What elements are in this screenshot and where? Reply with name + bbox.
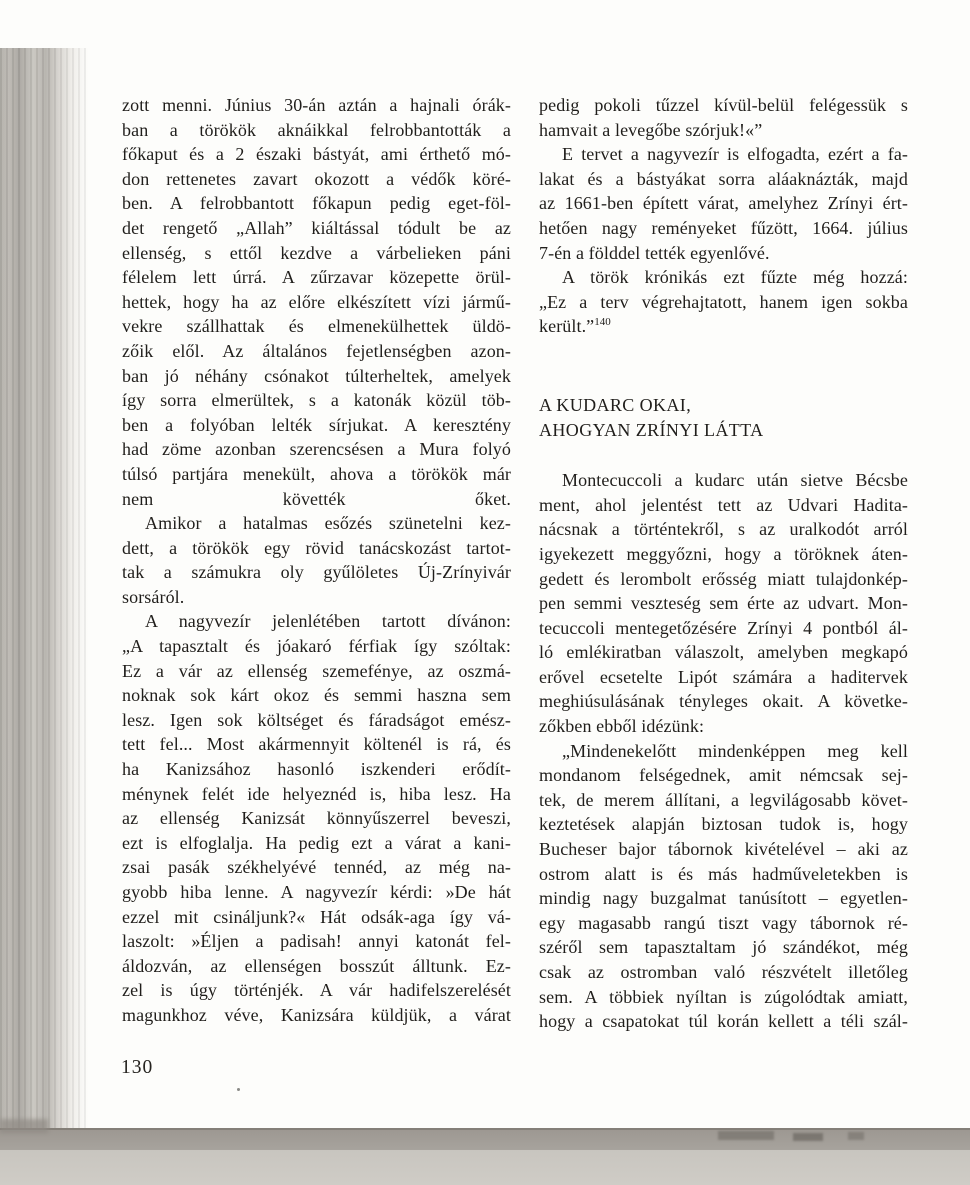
text-line: meghiúsulásának tényleges okait. A követke- xyxy=(539,691,908,712)
text-line: E tervet a nagyvezír is elfogadta, ezért a fa- xyxy=(562,144,908,165)
paragraph xyxy=(539,468,908,739)
paragraph xyxy=(539,142,908,265)
text-line: A török krónikás ezt fűzte még hozzá: xyxy=(562,267,908,288)
text-line: zel is úgy történjék. A vár hadifelszerelését xyxy=(122,980,511,1001)
text-line: lakat és a bástyákat sorra aláaknázták, majd xyxy=(539,168,908,189)
text-line: hetően nagy reményeket fűzött, 1664. július xyxy=(539,217,908,238)
section-heading xyxy=(539,393,908,442)
text-line: magunkhoz véve, Kanizsára küldjük, a várat xyxy=(122,1004,511,1025)
text-line: vekre szállhattak és elmenekülhettek üldö- xyxy=(122,316,511,337)
text-line: ménynek felét ide helyeznéd is, hiba lesz. Ha xyxy=(122,783,511,804)
text-line: így sorra elmerültek, s a katonák közül töb- xyxy=(122,390,511,411)
text-line: „Ez a terv végrehajtatott, hanem igen sokba xyxy=(539,291,908,312)
scan-corner-shadow xyxy=(0,1119,48,1133)
text-line: tak a számukra oly gyűlöletes Új-Zrínyivár xyxy=(122,562,511,583)
text-line: az 1661-ben épített várat, amelyhez Zrínyi ért- xyxy=(539,193,908,214)
text-line: ezzel mit csináljunk?« Hát odsák-aga így vá- xyxy=(122,906,511,927)
heading-line: AHOGYAN ZRÍNYI LÁTTA xyxy=(539,419,764,440)
text-line: tett fel... Most akármennyit költenél is rá, és xyxy=(122,734,511,755)
text-line: det rengető „Allah” kiáltással tódult be az xyxy=(122,217,511,238)
scan-smudge xyxy=(793,1133,823,1141)
page-text xyxy=(122,93,908,1034)
paragraph xyxy=(122,609,511,1027)
text-line: ban jó néhány csónakot túlterheltek, amelyek xyxy=(122,365,511,386)
text-line: félelem lett úrrá. A zűrzavar közepette örül- xyxy=(122,267,511,288)
text-line: került.”$^{140}$ xyxy=(539,316,611,337)
text-line: zőkben ebből idézünk: xyxy=(539,716,705,737)
paragraph xyxy=(539,739,908,1034)
text-line: zsai pasák székhelyévé tennéd, az még na- xyxy=(122,857,511,878)
text-line: egy magasabb rangú tiszt vagy tábornok ré- xyxy=(539,912,908,933)
text-line: ostrom alatt is és más hadműveletekben is xyxy=(539,863,908,884)
text-line: zott menni. Június 30-án aztán a hajnali órák- xyxy=(122,95,511,115)
scan-smudge xyxy=(718,1131,774,1140)
text-line: pedig pokoli tűzzel kívül-belül felégessük s xyxy=(539,95,908,115)
text-line: A nagyvezír jelenlétében tartott dívánon: xyxy=(145,611,511,632)
text-line: don rettenetes zavart okozott a védők köré- xyxy=(122,168,511,189)
scan-speck xyxy=(237,1088,240,1091)
text-line: Ez a vár az ellenség szemefénye, az oszmá- xyxy=(122,660,511,681)
text-line: ezt is elfoglalja. Ha pedig ezt a várat a kani- xyxy=(122,832,511,853)
text-line: gyobb hiba lenne. A nagyvezír kérdi: »De hát xyxy=(122,882,511,902)
text-line: ban a törökök aknáikkal felrobbantották a xyxy=(122,119,511,140)
text-line: Montecuccoli a kudarc után sietve Bécsbe xyxy=(562,470,908,491)
text-line: áldozván, az ellenségen bosszút álltunk. Ez- xyxy=(122,955,511,976)
paragraph xyxy=(122,93,511,511)
text-line: hamvait a levegőbe szórjuk!«” xyxy=(539,119,763,140)
page-number: 130 xyxy=(121,1057,154,1078)
text-line: főkaput és a 2 északi bástyát, ami érthető mó- xyxy=(122,144,511,165)
text-line: nácsnak a történtekről, s az uralkodót arról xyxy=(539,519,908,540)
paragraph xyxy=(539,93,908,142)
text-line: lesz. Igen sok költséget és fáradságot emész- xyxy=(122,709,511,730)
text-line: had zöme azonban szerencsésen a Mura folyó xyxy=(122,439,511,460)
text-line: az ellenség Kanizsát könnyűszerrel beveszi, xyxy=(122,808,511,829)
text-line: csak az ostromban való részvételt illetőleg xyxy=(539,962,908,982)
text-line: „Mindenekelőtt mindenképpen meg kell xyxy=(562,740,908,761)
text-line: sem. A többiek nyíltan is zúgolódtak amiatt, xyxy=(539,986,908,1007)
paragraph xyxy=(539,265,908,339)
page-bottom-edge-light xyxy=(0,1150,970,1185)
text-line: tek, de merem állítani, a legvilágosabb követ- xyxy=(539,789,908,810)
page-bottom-edge-dark xyxy=(0,1128,970,1152)
left-column xyxy=(122,93,511,1034)
binding-shadow xyxy=(0,48,88,1130)
text-line: túlsó partjára menekült, ahova a törökök már xyxy=(122,463,511,484)
text-line: Amikor a hatalmas esőzés szünetelni kez- xyxy=(145,513,511,534)
footnote-reference: 140 xyxy=(594,316,611,329)
text-line: „A tapasztalt és jóakaró férfiak így szóltak: xyxy=(122,636,511,657)
text-line: noknak sok kárt okoz és semmi haszna sem xyxy=(122,685,511,706)
text-line: mindig nagy buzgalmat tanúsított – egyetlen- xyxy=(539,888,908,909)
text-line: hettek, hogy ha az előre elkészített vízi jármű- xyxy=(122,291,511,312)
text-line: ha Kanizsához hasonló iszkenderi erődít- xyxy=(122,759,511,780)
text-line: zőik elől. Az általános fejetlenségben azon- xyxy=(122,340,511,361)
heading-line: A KUDARC OKAI, xyxy=(539,394,692,415)
text-line: ment, ahol jelentést tett az Udvari Hadita- xyxy=(539,494,908,515)
text-line: ben a folyóban lelték sírjukat. A keresztény xyxy=(122,414,511,435)
text-line: pen semmi veszteség sem érte az udvart. Mon- xyxy=(539,593,908,614)
text-line: sorsáról. xyxy=(122,586,185,607)
text-line: dett, a törökök egy rövid tanácskozást tartot- xyxy=(122,537,511,558)
text-line: keztetések alapján biztosan tudok is, hogy xyxy=(539,814,908,835)
right-column xyxy=(539,93,908,1034)
scan-smudge xyxy=(848,1132,864,1140)
text-line: tecuccoli mentegetőzésére Zrínyi 4 pontból ál- xyxy=(539,617,908,638)
paragraph xyxy=(122,511,511,609)
text-line: laszolt: »Éljen a padisah! annyi katonát fel- xyxy=(122,931,511,952)
text-line: igyekezett meggyőzni, hogy a töröknek áten- xyxy=(539,543,908,564)
text-line: ló emlékiratban válaszolt, amelyben megkapó xyxy=(539,642,908,663)
text-line: gedett és lerombolt erősség miatt tulajdonkép- xyxy=(539,568,908,589)
text-line: hogy a csapatokat túl korán kellett a téli szál- xyxy=(539,1011,908,1032)
text-line: Bucheser bajor tábornok kivételével – aki az xyxy=(539,839,908,860)
text-line: ben. A felrobbantott főkapun pedig eget-föl- xyxy=(122,193,511,214)
text-line: nem követték őket. xyxy=(122,488,511,509)
text-line: ellenség, s ettől kezdve a várbelieken páni xyxy=(122,242,511,263)
text-line: erővel ecsetelte Lipót számára a haditervek xyxy=(539,666,908,687)
text-line: széről sem tapasztaltam jó szándékot, még xyxy=(539,937,908,958)
text-line: mondanom felségednek, amit némcsak sej- xyxy=(539,765,908,786)
text-line: 7-én a földdel tették egyenlővé. xyxy=(539,242,770,263)
